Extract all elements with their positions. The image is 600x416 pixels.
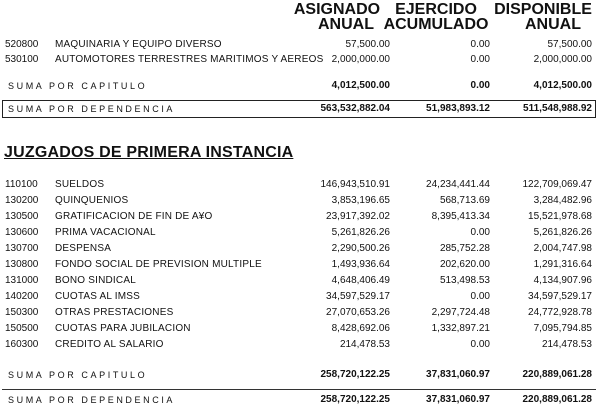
row-description: GRATIFICACION DE FIN DE A¥O bbox=[55, 211, 213, 222]
header-disponible-anual bbox=[492, 2, 594, 32]
row-ejercido: 0.00 bbox=[470, 227, 490, 238]
suma-capitulo-row bbox=[0, 367, 600, 383]
row-code: 530100 bbox=[5, 54, 39, 65]
header-asignado-line1: ASIGNADO bbox=[293, 1, 381, 18]
row-code: 150500 bbox=[5, 323, 39, 334]
row-description: OTRAS PRESTACIONES bbox=[55, 307, 174, 318]
table-row bbox=[0, 337, 600, 353]
row-code: 140200 bbox=[5, 291, 39, 302]
row-ejercido: 0.00 bbox=[470, 339, 490, 350]
row-disponible: 7,095,794.85 bbox=[533, 323, 592, 334]
row-description: QUINQUENIOS bbox=[55, 195, 129, 206]
row-ejercido: 24,234,441.44 bbox=[426, 179, 490, 190]
row-description: FONDO SOCIAL DE PREVISION MULTIPLE bbox=[55, 259, 262, 270]
suma-capitulo-disponible: 4,012,500.00 bbox=[533, 80, 592, 91]
suma-dependencia-disponible: 220,889,061.28 bbox=[522, 394, 592, 405]
row-code: 110100 bbox=[5, 179, 38, 190]
table-row bbox=[0, 241, 600, 257]
row-description: CREDITO AL SALARIO bbox=[55, 339, 164, 350]
suma-dependencia-row bbox=[0, 392, 600, 408]
row-ejercido: 0.00 bbox=[470, 54, 490, 65]
row-disponible: 2,004,747.98 bbox=[533, 243, 592, 254]
table-row bbox=[0, 257, 600, 273]
header-asignado-anual bbox=[292, 2, 382, 32]
suma-dependencia-ejercido: 37,831,060.97 bbox=[426, 394, 490, 405]
row-asignado: 2,290,500.26 bbox=[331, 243, 390, 254]
suma-dependencia-ejercido: 51,983,893.12 bbox=[426, 103, 490, 114]
row-disponible: 214,478.53 bbox=[541, 339, 592, 350]
row-disponible: 2,000,000.00 bbox=[533, 54, 592, 65]
header-asignado-line2: ANUAL bbox=[318, 16, 374, 33]
row-description: DESPENSA bbox=[55, 243, 112, 254]
row-asignado: 214,478.53 bbox=[339, 339, 390, 350]
header-ejercido-line2: ACUMULADO bbox=[383, 16, 489, 33]
suma-capitulo-ejercido: 0.00 bbox=[470, 80, 490, 91]
suma-dependencia-disponible: 511,548,988.92 bbox=[523, 103, 592, 114]
row-ejercido: 1,332,897.21 bbox=[431, 323, 490, 334]
row-ejercido: 0.00 bbox=[470, 39, 490, 50]
section-title: JUZGADOS DE PRIMERA INSTANCIA bbox=[4, 144, 294, 161]
row-description: BONO SINDICAL bbox=[55, 275, 136, 286]
table-row bbox=[0, 177, 600, 193]
row-asignado: 2,000,000.00 bbox=[331, 54, 390, 65]
row-description: SUELDOS bbox=[55, 179, 105, 190]
row-disponible: 34,597,529.17 bbox=[528, 291, 592, 302]
divider-line bbox=[2, 389, 596, 390]
row-code: 130200 bbox=[5, 195, 39, 206]
suma-capitulo-label: SUMA POR CAPITULO bbox=[8, 370, 148, 380]
row-ejercido: 513,498.53 bbox=[439, 275, 490, 286]
row-ejercido: 2,297,724.48 bbox=[431, 307, 490, 318]
row-description: AUTOMOTORES TERRESTRES MARITIMOS Y AEREOS bbox=[55, 54, 324, 65]
row-disponible: 1,291,316.64 bbox=[533, 259, 592, 270]
row-description: PRIMA VACACIONAL bbox=[55, 227, 156, 238]
suma-capitulo-disponible: 220,889,061.28 bbox=[522, 369, 592, 380]
table-row bbox=[0, 193, 600, 209]
row-asignado: 8,428,692.06 bbox=[331, 323, 390, 334]
table-row bbox=[0, 52, 600, 68]
row-ejercido: 8,395,413.34 bbox=[431, 211, 490, 222]
table-row bbox=[0, 209, 600, 225]
header-ejercido-line1: EJERCIDO bbox=[395, 1, 477, 18]
row-code: 130500 bbox=[5, 211, 39, 222]
header-ejercido-acumulado bbox=[381, 2, 491, 32]
row-disponible: 122,709,069.47 bbox=[522, 179, 592, 190]
row-code: 130600 bbox=[5, 227, 39, 238]
row-asignado: 5,261,826.26 bbox=[331, 227, 390, 238]
row-disponible: 57,500.00 bbox=[547, 39, 592, 50]
header-disponible-line1: DISPONIBLE bbox=[494, 1, 592, 18]
row-asignado: 57,500.00 bbox=[345, 39, 390, 50]
row-code: 130800 bbox=[5, 259, 39, 270]
suma-capitulo-ejercido: 37,831,060.97 bbox=[426, 369, 490, 380]
row-ejercido: 202,620.00 bbox=[439, 259, 490, 270]
row-asignado: 146,943,510.91 bbox=[320, 179, 390, 190]
row-asignado: 4,648,406.49 bbox=[331, 275, 390, 286]
suma-capitulo-asignado: 258,720,122.25 bbox=[320, 369, 390, 380]
row-ejercido: 285,752.28 bbox=[439, 243, 490, 254]
row-code: 150300 bbox=[5, 307, 39, 318]
suma-dependencia-asignado: 258,720,122.25 bbox=[320, 394, 390, 405]
row-asignado: 23,917,392.02 bbox=[326, 211, 390, 222]
suma-capitulo-label: SUMA POR CAPITULO bbox=[8, 81, 148, 91]
table-row bbox=[0, 273, 600, 289]
row-ejercido: 568,713.69 bbox=[439, 195, 490, 206]
suma-capitulo-row bbox=[0, 78, 600, 94]
suma-dependencia-label: SUMA POR DEPENDENCIA bbox=[8, 104, 176, 114]
suma-dependencia-row bbox=[0, 101, 600, 117]
row-code: 131000 bbox=[5, 275, 39, 286]
row-asignado: 27,070,653.26 bbox=[326, 307, 390, 318]
row-asignado: 3,853,196.65 bbox=[331, 195, 390, 206]
row-disponible: 4,134,907.96 bbox=[533, 275, 592, 286]
table-row bbox=[0, 305, 600, 321]
row-description: CUOTAS AL IMSS bbox=[55, 291, 141, 302]
table-row bbox=[0, 37, 600, 53]
suma-capitulo-asignado: 4,012,500.00 bbox=[331, 80, 390, 91]
row-asignado: 34,597,529.17 bbox=[326, 291, 390, 302]
suma-dependencia-asignado: 563,532,882.04 bbox=[320, 103, 390, 114]
row-asignado: 1,493,936.64 bbox=[331, 259, 390, 270]
row-disponible: 3,284,482.96 bbox=[533, 195, 592, 206]
table-row bbox=[0, 321, 600, 337]
suma-dependencia-label: SUMA POR DEPENDENCIA bbox=[8, 395, 176, 405]
row-description: CUOTAS PARA JUBILACION bbox=[55, 323, 191, 334]
header-disponible-line2: ANUAL bbox=[525, 16, 581, 33]
row-disponible: 15,521,978.68 bbox=[528, 211, 592, 222]
row-code: 520800 bbox=[5, 39, 39, 50]
table-row bbox=[0, 289, 600, 305]
row-description: MAQUINARIA Y EQUIPO DIVERSO bbox=[55, 39, 222, 50]
row-ejercido: 0.00 bbox=[470, 291, 490, 302]
row-code: 130700 bbox=[5, 243, 39, 254]
table-row bbox=[0, 225, 600, 241]
row-code: 160300 bbox=[5, 339, 39, 350]
row-disponible: 24,772,928.78 bbox=[528, 307, 592, 318]
row-disponible: 5,261,826.26 bbox=[533, 227, 592, 238]
